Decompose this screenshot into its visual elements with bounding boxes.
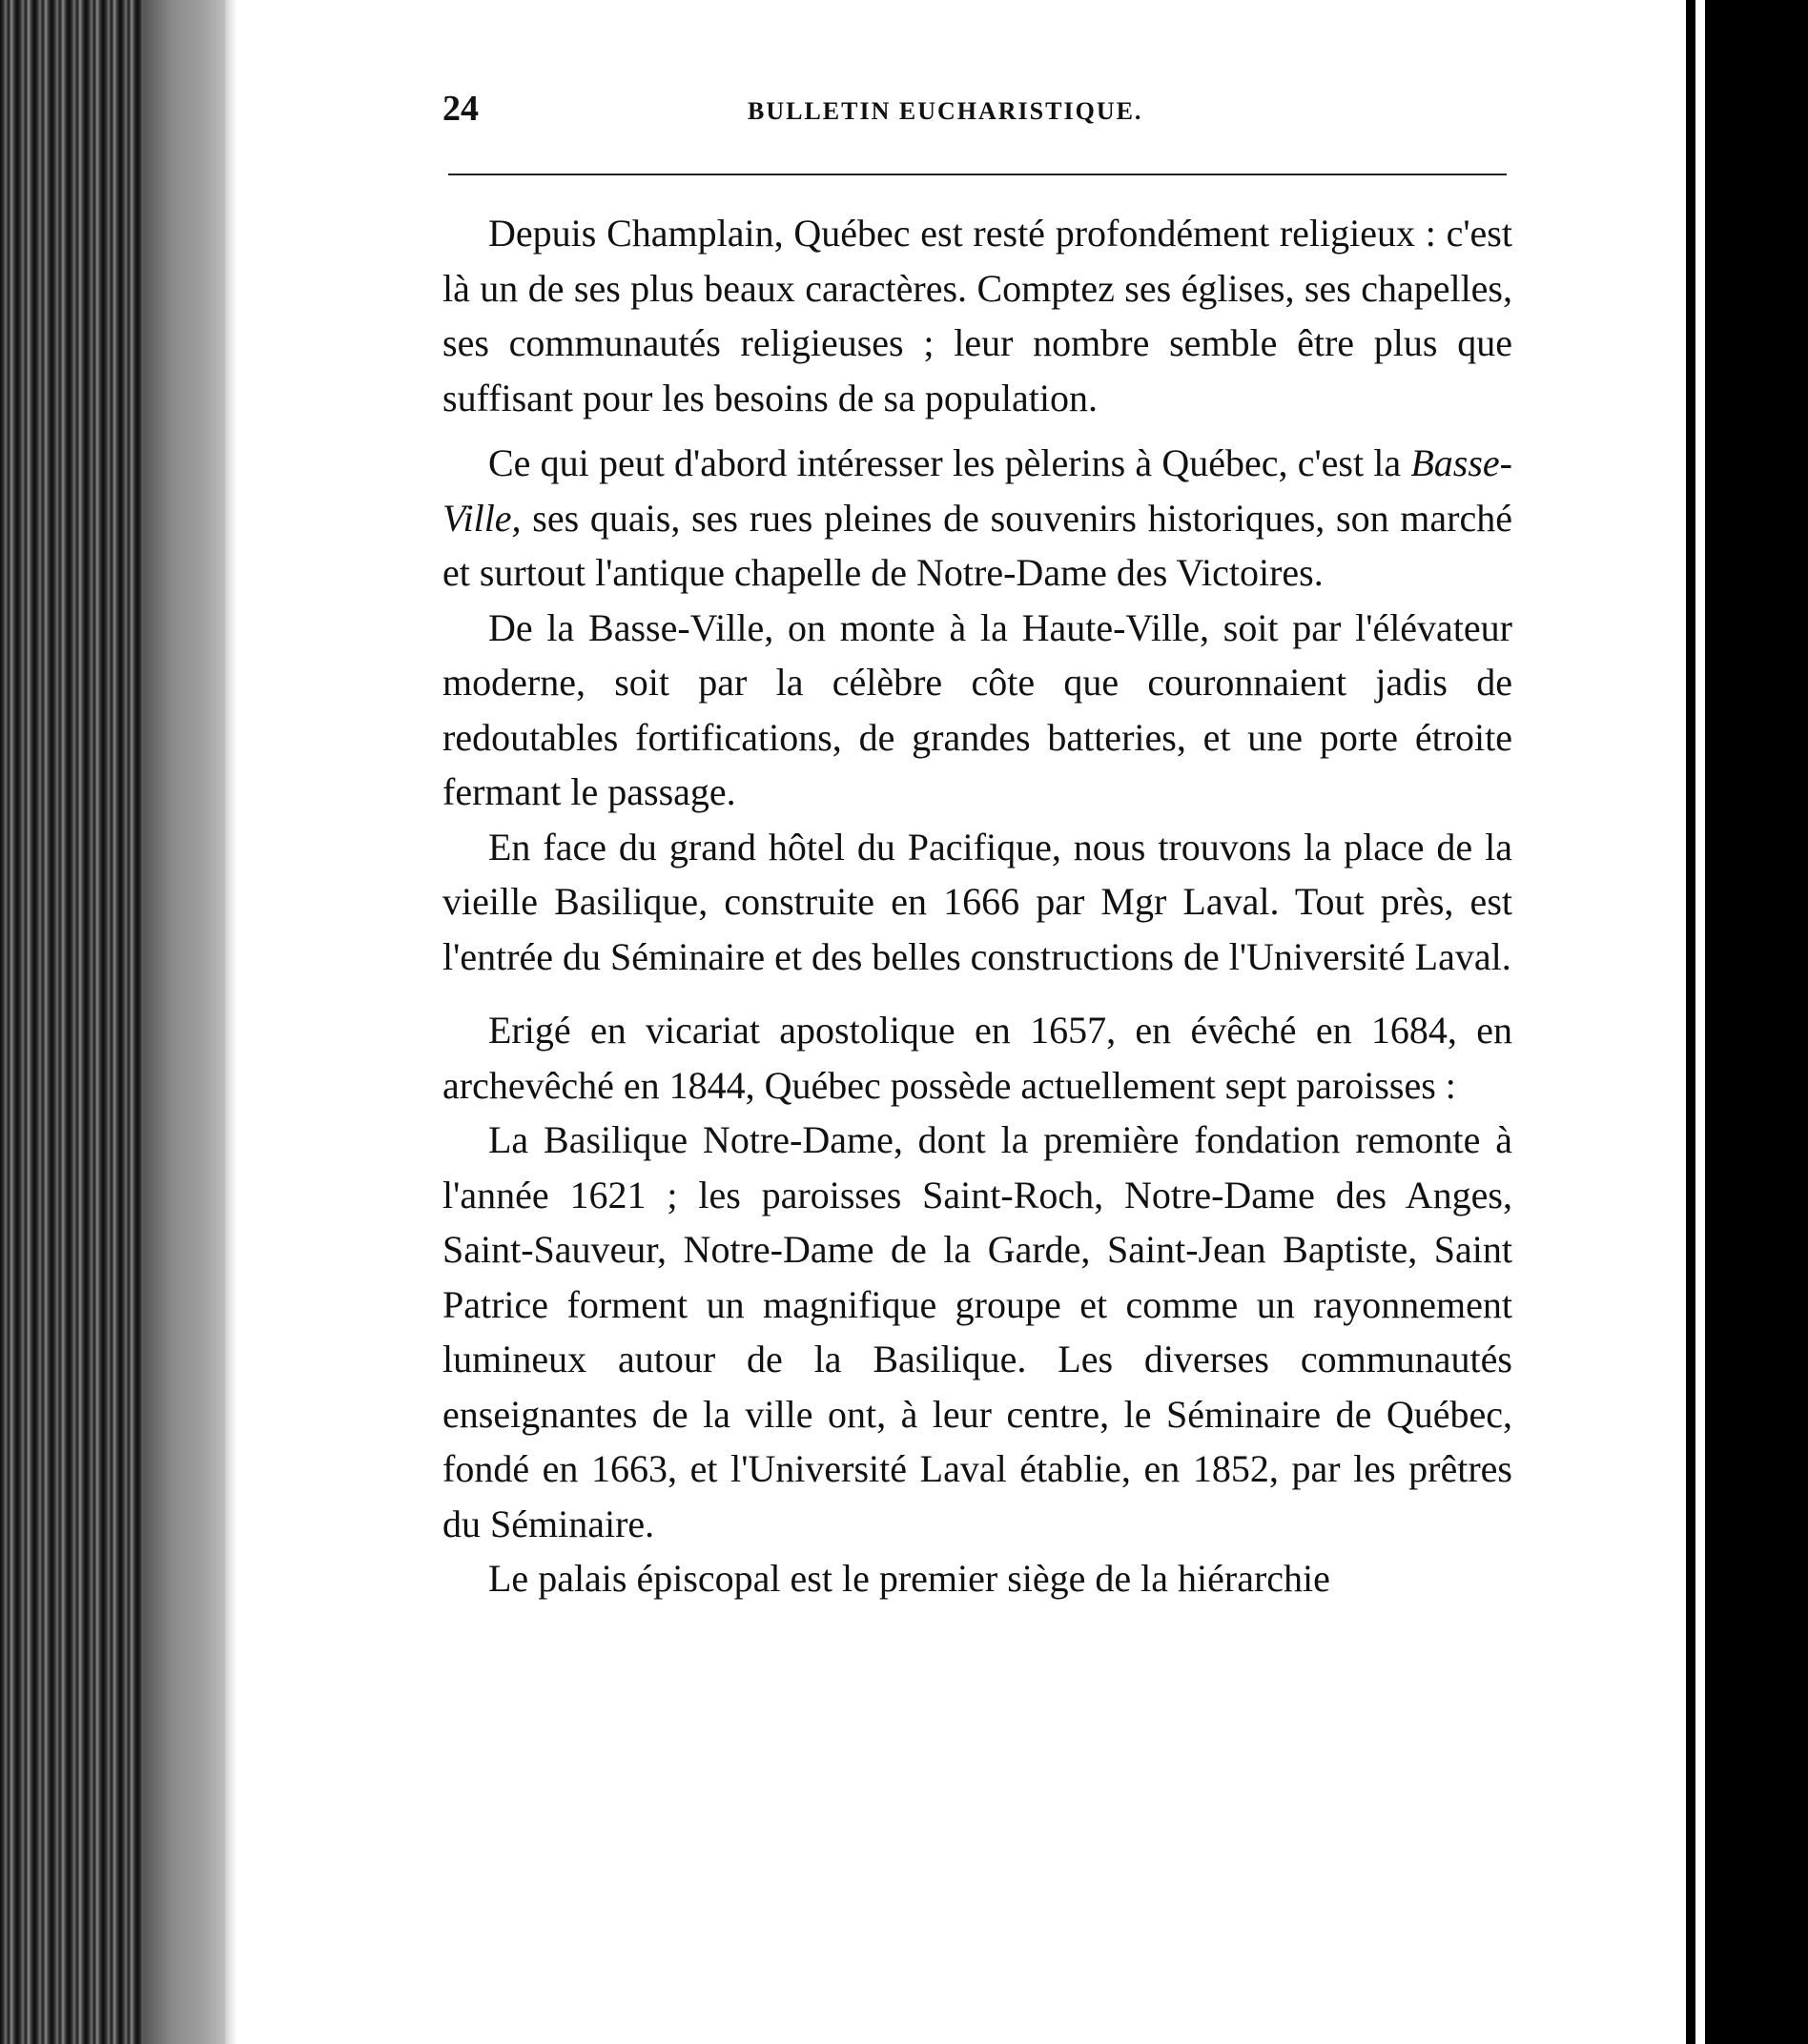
- paragraph-7: Le palais épiscopal est le premier siège de la hiérarchie: [488, 1557, 1330, 1600]
- paragraph-2: [442, 436, 1512, 601]
- paragraph-5: Erigé en vicariat apostolique en 1657, en évêché en 1684, en archevêché en 1844, Québec possède actuellement sept paroisses :: [442, 1009, 1512, 1107]
- paragraph-4: En face du grand hôtel du Pacifique, nous trouvons la place de la vieille Basilique, construite en 1666 par Mgr Laval. Tout près, est l'entrée du Séminaire et des belles constructions de l'Université Laval.: [442, 825, 1512, 978]
- paragraph-3: De la Basse-Ville, on monte à la Haute-Ville, soit par l'élévateur moderne, soit par la célèbre côte que couronnaient jadis de redoutables fortifications, de grandes batteries, et une porte étroite fermant le passage.: [442, 605, 1512, 813]
- paragraph-1: Depuis Champlain, Québec est resté profondément religieux : c'est là un de ses plus beaux caractères. Comptez ses églises, ses chapelles, ses communautés religieuses ; leur nombre semble être plus que suffisant pour les besoins de sa population.: [442, 212, 1512, 419]
- paragraph-6: La Basilique Notre-Dame, dont la première fondation remonte à l'année 1621 ; les paroisses Saint-Roch, Notre-Dame des Anges, Saint-Sauveur, Notre-Dame de la Garde, Saint-Jean Baptiste, Saint Patrice forment un magnifique groupe et comme un rayonnement lumineux autour de la Basilique. Les diverses communautés enseignantes de la ville ont, à leur centre, le Séminaire de Québec, fondé en 1663, et l'Université Laval établie, en 1852, par les prêtres du Séminaire.: [442, 1118, 1512, 1545]
- running-title: BULLETIN EUCHARISTIQUE.: [748, 97, 1143, 125]
- book-edge-shadow: [143, 0, 225, 2044]
- body-text: [442, 206, 1512, 1606]
- italic-basse-ville: Basse-Ville,: [442, 441, 1512, 540]
- header-rule: [448, 174, 1507, 175]
- page-header: [442, 88, 1510, 145]
- paragraph-2-end: ses quais, ses rues pleines de souvenirs historiques, son marché et surtout l'antique chapelle de Notre-Dame des Victoires.: [442, 496, 1512, 594]
- page-gutter: [225, 0, 238, 2044]
- next-page-edge: [1695, 0, 1705, 2044]
- paragraph-2-start: Ce qui peut d'abord intéresser les pèlerins à Québec, c'est la: [488, 441, 1411, 484]
- page-number: 24: [442, 89, 479, 129]
